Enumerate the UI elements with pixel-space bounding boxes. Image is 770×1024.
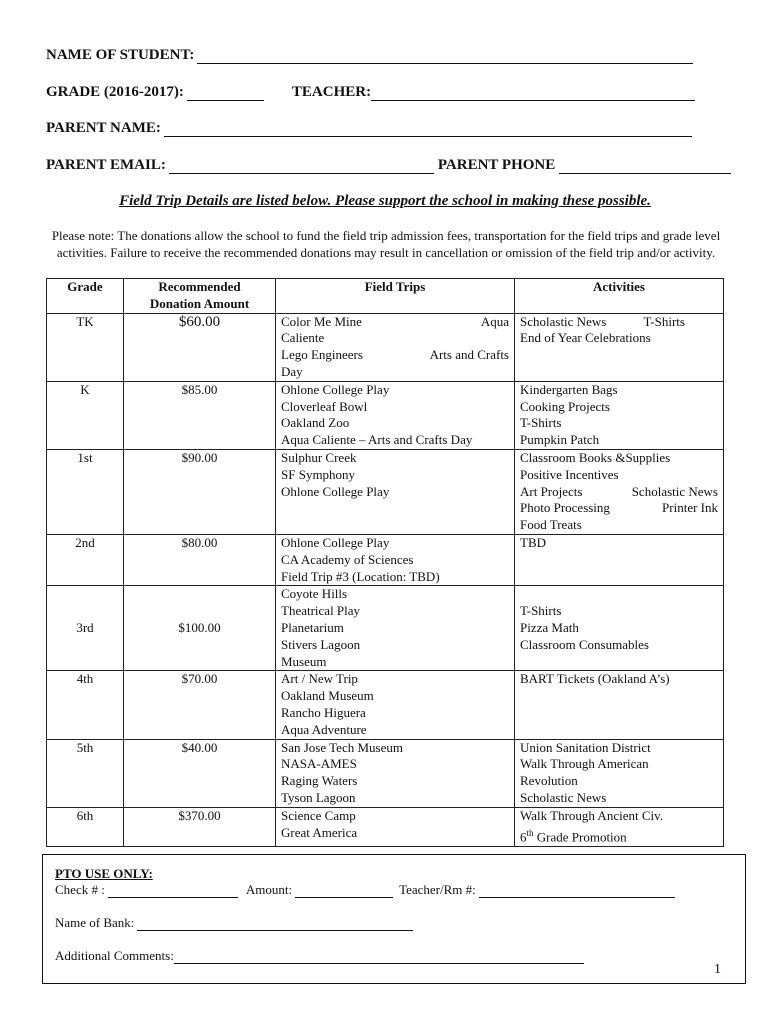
- comments-label: Additional Comments:: [55, 948, 174, 963]
- trip-item: NASA-AMES: [281, 756, 357, 772]
- table-row: [47, 807, 724, 846]
- activity-item: Cooking Projects: [520, 398, 610, 414]
- trip-item: Oakland Zoo: [281, 415, 350, 431]
- grade-label: GRADE (2016-2017):: [46, 84, 184, 100]
- student-name-row: [46, 47, 693, 64]
- donation-cell: $60.00: [124, 313, 276, 381]
- activity-item: T-Shirts: [520, 415, 562, 431]
- pto-bank-row: [55, 915, 413, 931]
- pto-comments-row: [55, 948, 584, 964]
- bank-label: Name of Bank:: [55, 915, 135, 930]
- student-name-label: NAME OF STUDENT:: [46, 47, 195, 63]
- field-trips-cell: [276, 381, 515, 449]
- activities-cell: [515, 671, 724, 739]
- grade-cell: 1st: [47, 449, 124, 534]
- donation-cell: $100.00: [124, 586, 276, 671]
- trip-item: Aqua: [480, 313, 509, 329]
- activity-item: Art Projects: [520, 483, 583, 499]
- activity-item: Kindergarten Bags: [520, 381, 618, 397]
- teacher-field[interactable]: [371, 86, 695, 101]
- activity-line: [520, 500, 718, 517]
- activity-item: Photo Processing: [520, 500, 610, 516]
- activity-item: Pumpkin Patch: [520, 432, 600, 448]
- activity-item: T-Shirts: [643, 313, 685, 329]
- field-trips-cell: [276, 807, 515, 846]
- table-row: [47, 381, 724, 449]
- pto-title-row: [55, 866, 153, 882]
- grade-cell: 3rd: [47, 586, 124, 671]
- pto-check-row: [55, 882, 675, 898]
- activity-item: 6: [520, 828, 527, 844]
- trip-item: Sulphur Creek: [281, 449, 357, 465]
- activities-cell: [515, 586, 724, 671]
- trip-item: Great America: [281, 824, 358, 840]
- table-row: [47, 671, 724, 739]
- parent-name-row: [46, 120, 692, 137]
- field-trips-cell: [276, 586, 515, 671]
- activities-header: Activities: [515, 279, 724, 314]
- trip-item: Color Me Mine: [281, 313, 362, 329]
- trip-item: Planetarium: [281, 619, 344, 635]
- trip-item: Art / New Trip: [281, 671, 358, 687]
- trip-item: CA Academy of Sciences: [281, 551, 414, 567]
- field-trips-cell: [276, 671, 515, 739]
- student-name-field[interactable]: [197, 49, 693, 64]
- trip-item: Caliente: [281, 330, 325, 346]
- trip-item: Rancho Higuera: [281, 704, 366, 720]
- trip-item: Ohlone College Play: [281, 381, 390, 397]
- grade-header: Grade: [47, 279, 124, 314]
- table-row: [47, 586, 724, 671]
- teacher-room-field[interactable]: [479, 885, 675, 898]
- activity-item: T-Shirts: [520, 603, 562, 619]
- trip-item: Oakland Museum: [281, 688, 374, 704]
- table-header-row: [47, 279, 724, 314]
- donation-header-line2: Donation Amount: [149, 295, 250, 311]
- grade-cell: TK: [47, 313, 124, 381]
- table-row: [47, 739, 724, 807]
- table-row: [47, 313, 724, 381]
- trip-item: Coyote Hills: [281, 586, 348, 602]
- trip-item: SF Symphony: [281, 466, 356, 482]
- parent-name-label: PARENT NAME:: [46, 120, 161, 136]
- teacher-room-label: Teacher/Rm #:: [399, 882, 476, 897]
- activity-line: [520, 484, 718, 501]
- activity-item: Union Sanitation District: [520, 739, 651, 755]
- grade-cell: K: [47, 381, 124, 449]
- activity-item: Printer Ink: [662, 500, 718, 516]
- page-number: 1: [714, 962, 721, 977]
- trip-item: Arts and Crafts: [429, 347, 509, 363]
- trip-item: Science Camp: [281, 807, 356, 823]
- activity-item: TBD: [520, 534, 546, 550]
- activity-item: Food Treats: [520, 517, 582, 533]
- activities-cell: [515, 313, 724, 381]
- activity-item: Positive Incentives: [520, 466, 619, 482]
- amount-label: Amount:: [245, 882, 293, 897]
- trip-item: Aqua Caliente – Arts and Crafts Day: [281, 432, 473, 448]
- activity-item: Pizza Math: [520, 619, 579, 635]
- activity-item: BART Tickets (Oakland A’s): [520, 671, 670, 687]
- trip-item: Ohlone College Play: [281, 534, 390, 550]
- donation-cell: $370.00: [124, 807, 276, 846]
- field-trip-table: [46, 278, 724, 847]
- activities-cell: [515, 807, 724, 846]
- parent-name-field[interactable]: [164, 122, 692, 137]
- field-trips-cell: [276, 313, 515, 381]
- activity-item: Revolution: [520, 773, 578, 789]
- trip-item: Museum: [281, 653, 327, 669]
- donation-cell: $80.00: [124, 534, 276, 585]
- parent-email-field[interactable]: [169, 159, 434, 174]
- field-trips-cell: [276, 449, 515, 534]
- activity-item: End of Year Celebrations: [520, 330, 651, 346]
- parent-phone-label: PARENT PHONE: [437, 157, 556, 173]
- activity-line: [520, 314, 718, 331]
- trip-item: Cloverleaf Bowl: [281, 398, 368, 414]
- donation-cell: $85.00: [124, 381, 276, 449]
- trip-item: Ohlone College Play: [281, 483, 390, 499]
- activity-item: Walk Through Ancient Civ.: [520, 807, 664, 823]
- amount-field[interactable]: [295, 885, 393, 898]
- donation-note: Please note: The donations allow the school to fund the field trip admission fees, transportation for the field trips and grade level activities. Failure to receive the recommended donations may result in cancellation or omission of the field trip and/or activity.: [51, 228, 721, 260]
- trip-item: Field Trip #3 (Location: TBD): [281, 568, 440, 584]
- activities-cell: [515, 534, 724, 585]
- donation-cell: $70.00: [124, 671, 276, 739]
- donation-header: [124, 279, 276, 314]
- activity-item: Scholastic News: [520, 789, 607, 805]
- table-row: [47, 534, 724, 585]
- activity-item: Classroom Books &Supplies: [520, 449, 671, 465]
- parent-email-label: PARENT EMAIL:: [46, 157, 166, 173]
- trip-item: San Jose Tech Museum: [281, 739, 403, 755]
- pto-title: PTO USE ONLY:: [55, 866, 153, 881]
- trip-line: [281, 314, 509, 331]
- trip-line: [281, 347, 509, 364]
- activity-item: Classroom Consumables: [520, 636, 649, 652]
- activity-item: Grade Promotion: [533, 828, 627, 844]
- grade-field[interactable]: [187, 86, 264, 101]
- activity-item: Scholastic News: [520, 313, 607, 329]
- donation-cell: $40.00: [124, 739, 276, 807]
- trip-item: Tyson Lagoon: [281, 789, 356, 805]
- field-trips-header: Field Trips: [276, 279, 515, 314]
- parent-contact-row: [46, 157, 731, 174]
- field-trips-cell: [276, 534, 515, 585]
- grade-cell: 5th: [47, 739, 124, 807]
- activity-item: Scholastic News: [631, 483, 718, 499]
- grade-cell: 2nd: [47, 534, 124, 585]
- trip-item: Stivers Lagoon: [281, 636, 361, 652]
- comments-field[interactable]: [174, 951, 584, 964]
- trip-item: Day: [281, 363, 303, 379]
- grade-cell: 6th: [47, 807, 124, 846]
- teacher-label: TEACHER:: [291, 84, 372, 100]
- activities-cell: [515, 449, 724, 534]
- donation-header-line1: Recommended: [158, 279, 241, 294]
- parent-phone-field[interactable]: [559, 159, 731, 174]
- trip-item: Raging Waters: [281, 773, 358, 789]
- activities-cell: [515, 739, 724, 807]
- activity-item: Walk Through American: [520, 756, 649, 772]
- trip-item: Theatrical Play: [281, 603, 361, 619]
- ordinal-suffix: th: [526, 827, 534, 838]
- bank-field[interactable]: [137, 918, 413, 931]
- field-trips-cell: [276, 739, 515, 807]
- grade-cell: 4th: [47, 671, 124, 739]
- trip-item: Lego Engineers: [281, 347, 363, 363]
- grade-teacher-row: [46, 84, 695, 101]
- trip-item: Aqua Adventure: [281, 721, 367, 737]
- activity-line: [520, 825, 718, 846]
- activities-cell: [515, 381, 724, 449]
- table-row: [47, 449, 724, 534]
- check-label: Check # :: [55, 882, 105, 897]
- pto-use-only-box: [42, 854, 746, 984]
- donation-cell: $90.00: [124, 449, 276, 534]
- check-field[interactable]: [108, 885, 238, 898]
- field-trip-heading: Field Trip Details are listed below. Please support the school in making these possible.: [119, 193, 651, 209]
